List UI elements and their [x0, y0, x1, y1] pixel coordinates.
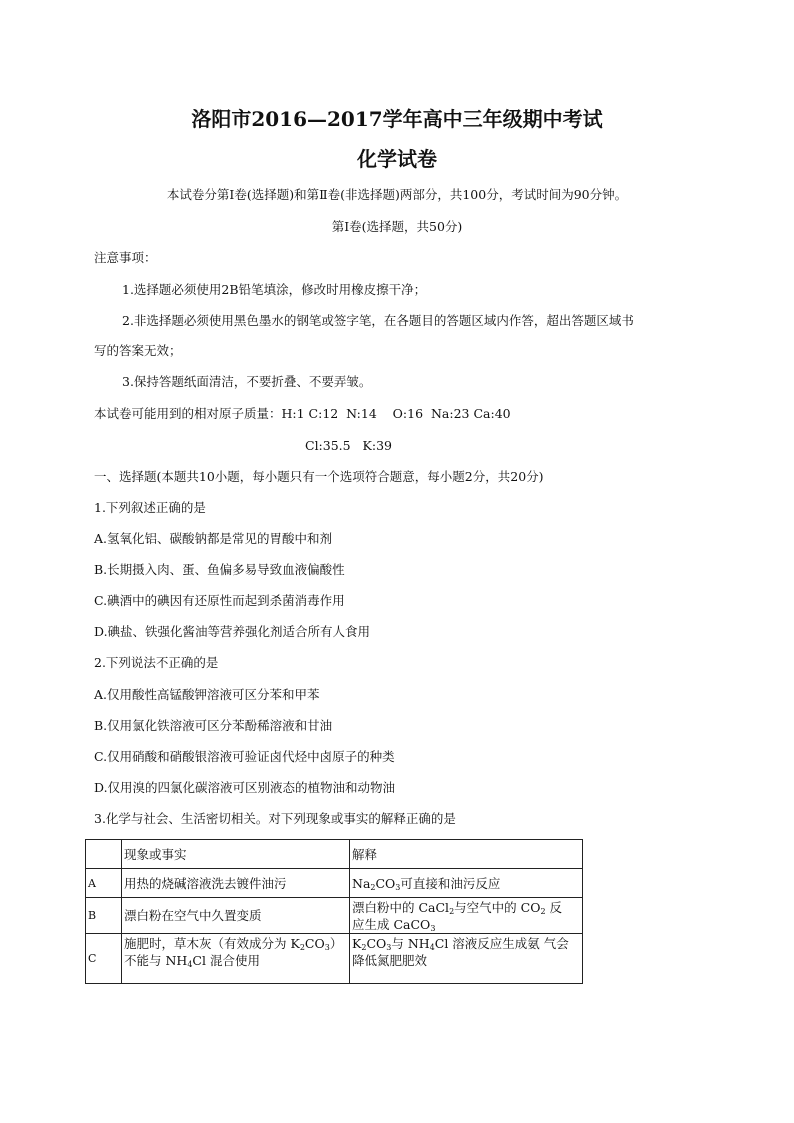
- phenomenon-text: 施肥时，草木灰（有效成分为 K: [124, 935, 300, 951]
- table-header-row: [86, 840, 583, 869]
- q1-option-c: C.碘酒中的碘因有还原性而起到杀菌消毒作用: [94, 593, 345, 608]
- explanation-text: 可直接和油污反应: [400, 875, 501, 891]
- notice-item-1: 1.选择题必须使用2B铅笔填涂，修改时用橡皮擦干净；: [122, 282, 427, 297]
- row-label: C: [86, 934, 122, 984]
- explanation-text: Cl 溶液反应生成氨 气会: [434, 935, 569, 951]
- formula-subscript: 3: [395, 882, 401, 892]
- atomic-mass-line-1: 本试卷可能用到的相对原子质量：H:1 C:12 N:14 O:16 Na:23 Ca:40: [94, 406, 511, 421]
- q3-table: [85, 839, 583, 984]
- q1-stem: 1.下列叙述正确的是: [94, 500, 206, 515]
- explanation-text: 与空气中的 CO: [454, 899, 541, 915]
- table-row: [86, 869, 583, 898]
- phenomenon-clip: [124, 935, 347, 983]
- notice-item-2b: 写的答案无效；: [94, 343, 182, 358]
- q1-option-b: B.长期摄入肉、蛋、鱼偏多易导致血液偏酸性: [94, 562, 345, 577]
- formula-subscript: 2: [361, 942, 367, 952]
- formula-subscript: 3: [430, 923, 436, 933]
- formula-subscript: 4: [187, 959, 193, 969]
- q2-option-b: B.仅用氯化铁溶液可区分苯酚稀溶液和甘油: [94, 718, 333, 733]
- formula-subscript: 4: [429, 942, 435, 952]
- section-1-heading: 一、选择题(本题共10小题，每小题只有一个选项符合题意，每小题2分，共20分): [94, 469, 544, 484]
- phenomenon-cell: 用热的烧碱溶液洗去镀件油污: [122, 869, 350, 898]
- exam-title: 洛阳市2016—2017学年高中三年级期中考试: [191, 107, 603, 131]
- part1-heading: 第Ⅰ卷(选择题，共50分): [331, 219, 463, 234]
- row-label: A: [86, 869, 122, 898]
- notice-item-2a: 2.非选择题必须使用黑色墨水的钢笔或签字笔，在各题目的答题区域内作答，超出答题区域书: [122, 313, 634, 328]
- q2-option-a: A.仅用酸性高锰酸钾溶液可区分苯和甲苯: [94, 687, 320, 702]
- explanation-cell: [350, 898, 583, 934]
- formula-subscript: 2: [540, 906, 546, 916]
- explanation-text: 反: [545, 899, 563, 915]
- exam-subtitle: 化学试卷: [357, 147, 437, 171]
- atomic-mass-line-2: Cl:35.5 K:39: [305, 438, 392, 453]
- notice-heading: 注意事项：: [94, 250, 157, 265]
- explanation-cell: [350, 934, 583, 984]
- phenomenon-cell: 漂白粉在空气中久置变质: [122, 898, 350, 934]
- explanation-text: 漂白粉中的 CaCl: [352, 899, 450, 915]
- q2-option-c: C.仅用硝酸和硝酸银溶液可验证卤代烃中卤原子的种类: [94, 749, 395, 764]
- explanation-line-2: 降低氮肥肥效: [352, 952, 428, 968]
- column-header-explanation: 解释: [350, 840, 583, 869]
- formula-subscript: 3: [324, 942, 330, 952]
- explanation-text: 应生成 CaCO: [352, 916, 431, 932]
- formula-text: CO: [304, 935, 325, 951]
- formula-subscript: 2: [299, 942, 305, 952]
- explanation-line-1: [352, 899, 580, 916]
- formula-text: CO: [366, 935, 387, 951]
- row-label: B: [86, 898, 122, 934]
- phenomenon-text: Cl 混合使用: [192, 952, 260, 968]
- q2-stem: 2.下列说法不正确的是: [94, 655, 219, 670]
- phenomenon-line-2: [124, 952, 347, 969]
- formula-subscript: 2: [370, 882, 376, 892]
- explanation-line-2: [352, 916, 580, 933]
- explanation-text: 与 NH: [391, 935, 430, 951]
- intro-line: 本试卷分第Ⅰ卷(选择题)和第Ⅱ卷(非选择题)两部分，共100分，考试时间为90分钟。: [166, 187, 628, 202]
- formula-text: K: [352, 935, 362, 951]
- explanation-line-1: [352, 935, 580, 952]
- phenomenon-text: ）: [329, 935, 343, 951]
- explanation-clip: [352, 899, 580, 933]
- formula-subscript: 3: [386, 942, 392, 952]
- q2-option-d: D.仅用溴的四氯化碳溶液可区别液态的植物油和动物油: [94, 780, 396, 795]
- explanation-cell: [350, 869, 583, 898]
- phenomenon-line-1: [124, 935, 347, 952]
- explanation-clip: [352, 935, 580, 983]
- q3-stem: 3.化学与社会、生活密切相关。对下列现象或事实的解释正确的是: [94, 811, 456, 826]
- formula-text: Na: [352, 875, 371, 891]
- formula-text: CO: [375, 875, 396, 891]
- q1-option-d: D.碘盐、铁强化酱油等营养强化剂适合所有人食用: [94, 624, 371, 639]
- notice-item-3: 3.保持答题纸面清洁，不要折叠、不要弄皱。: [122, 374, 372, 389]
- table-row: [86, 898, 583, 934]
- phenomenon-cell: [122, 934, 350, 984]
- phenomenon-text: 不能与 NH: [124, 952, 188, 968]
- q1-option-a: A.氢氧化铝、碳酸钠都是常见的胃酸中和剂: [94, 531, 333, 546]
- column-header-phenomenon: 现象或事实: [122, 840, 350, 869]
- formula-subscript: 2: [449, 906, 455, 916]
- table-cell-empty: [86, 840, 122, 869]
- table-row: [86, 934, 583, 984]
